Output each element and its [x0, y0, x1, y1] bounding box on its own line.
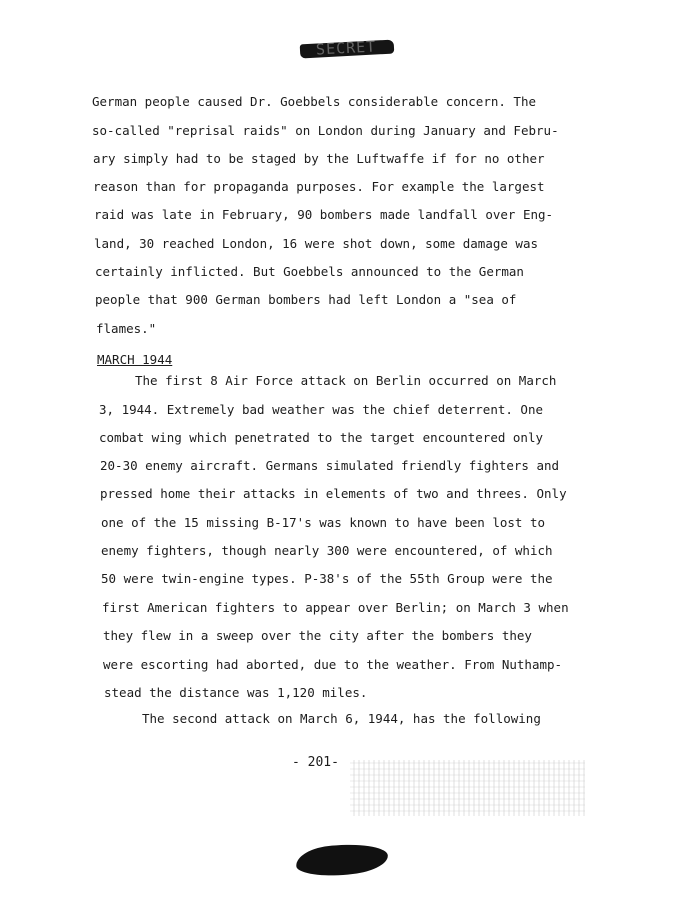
section-line: 3, 1944. Extremely bad weather was the chief deterrent. One: [99, 402, 544, 417]
section-line: The second attack on March 6, 1944, has the following: [142, 711, 541, 726]
section-heading: MARCH 1944: [97, 352, 173, 367]
page-number: - 201-: [292, 755, 339, 770]
faded-declassification-stamp: [350, 760, 585, 816]
body-line: raid was late in February, 90 bombers made landfall over Eng-: [94, 207, 554, 222]
body-line: German people caused Dr. Goebbels considerable concern. The: [92, 94, 537, 109]
classification-stamp-top: [300, 38, 396, 62]
section-line: were escorting had aborted, due to the weather. From Nuthamp-: [103, 657, 563, 672]
body-line: reason than for propaganda purposes. For example the largest: [93, 179, 545, 194]
section-line: they flew in a sweep over the city after the bombers they: [103, 628, 532, 643]
body-line: certainly inflicted. But Goebbels announced to the German: [95, 264, 524, 279]
section-line: 50 were twin-engine types. P-38's of the 55th Group were the: [101, 571, 553, 586]
section-line: pressed home their attacks in elements of two and threes. Only: [100, 486, 567, 501]
body-line: land, 30 reached London, 16 were shot down, some damage was: [94, 236, 539, 251]
section-line: first American fighters to appear over Berlin; on March 3 when: [102, 600, 569, 615]
section-line: 20-30 enemy aircraft. Germans simulated friendly fighters and: [100, 458, 560, 473]
classification-stamp-text: SECRET: [315, 37, 377, 59]
body-line: flames.": [96, 321, 157, 336]
section-line: combat wing which penetrated to the target encountered only: [99, 430, 544, 445]
body-line: so-called "reprisal raids" on London during January and Febru-: [92, 123, 559, 138]
section-line: stead the distance was 1,120 miles.: [104, 685, 368, 700]
section-line: The first 8 Air Force attack on Berlin occurred on March: [135, 373, 557, 388]
section-line: one of the 15 missing B-17's was known to have been lost to: [101, 515, 546, 530]
section-line: enemy fighters, though nearly 300 were encountered, of which: [101, 543, 553, 558]
body-line: people that 900 German bombers had left London a "sea of: [95, 292, 517, 307]
redaction-mark-bottom: [295, 842, 389, 878]
body-line: ary simply had to be staged by the Luftwaffe if for no other: [93, 151, 545, 166]
